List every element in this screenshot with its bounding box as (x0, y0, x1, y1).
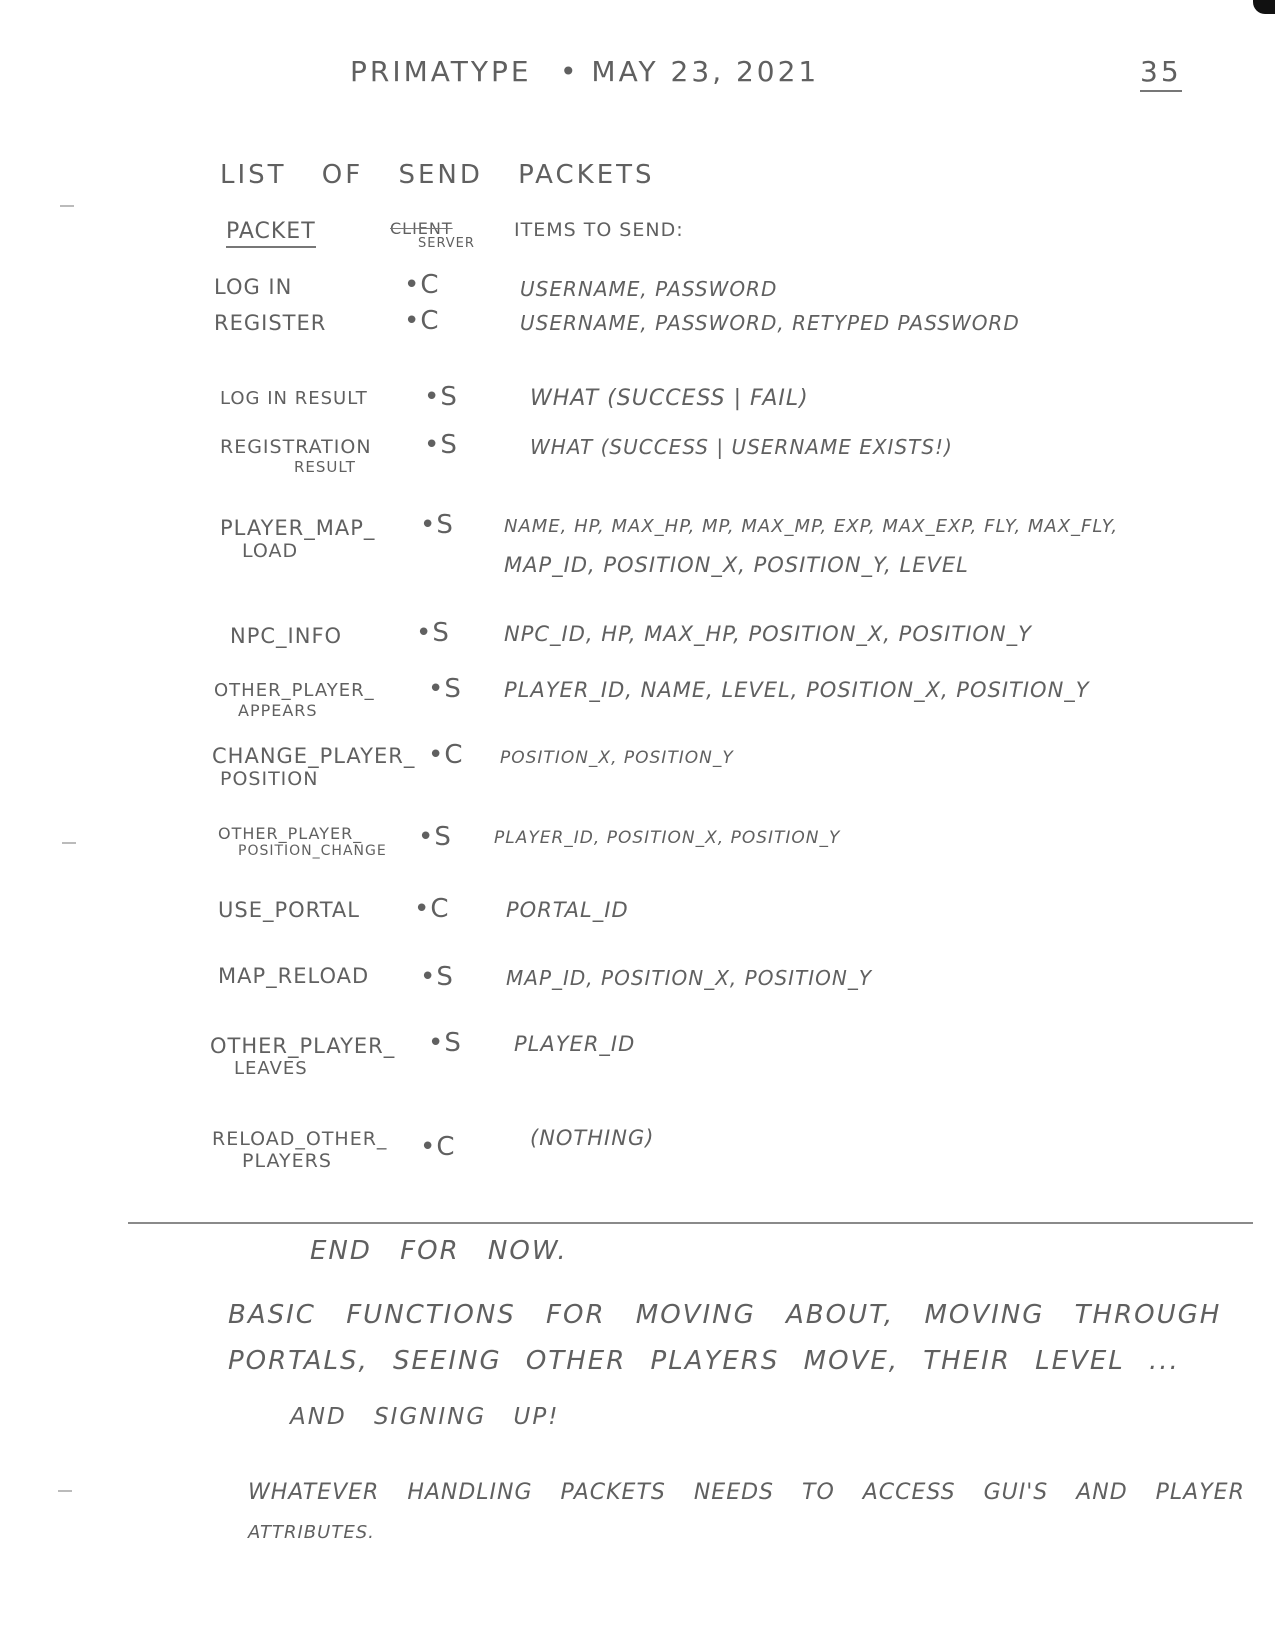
packet-direction: •S (424, 430, 458, 460)
packet-items: MAP_ID, POSITION_X, POSITION_Y (506, 966, 873, 990)
packet-name-line2: LOAD (242, 540, 299, 562)
packet-name-line2: POSITION (220, 768, 319, 790)
packet-direction: •C (404, 306, 440, 336)
scan-speck (58, 1490, 72, 1492)
packet-name: LOG IN (214, 275, 293, 299)
packet-direction: •S (428, 674, 462, 704)
page-date: • MAY 23, 2021 (560, 55, 820, 88)
section-title: LIST OF SEND PACKETS (220, 160, 655, 190)
packet-name (212, 1128, 387, 1172)
packet-name-line2: PLAYERS (242, 1150, 332, 1172)
column-header-server: SERVER (418, 236, 475, 251)
packet-name (212, 744, 415, 790)
packet-direction: •S (420, 962, 454, 992)
packet-name-line2: APPEARS (238, 701, 318, 720)
packet-items: PLAYER_ID, NAME, LEVEL, POSITION_X, POSITION_Y (504, 678, 1090, 702)
packet-items-line2: MAP_ID, POSITION_X, POSITION_Y, LEVEL (504, 553, 969, 577)
packet-items: PLAYER_ID (514, 1032, 636, 1056)
section-divider (128, 1222, 1253, 1224)
packet-name (214, 680, 375, 720)
packet-name-line2: POSITION_CHANGE (238, 843, 387, 859)
packet-name: LOG IN RESULT (220, 388, 368, 409)
packet-name-line1: OTHER_PLAYER_ (214, 680, 375, 701)
page-number: 35 (1140, 55, 1182, 92)
packet-name (220, 516, 375, 562)
packet-direction: •S (424, 382, 458, 412)
packet-items: PLAYER_ID, POSITION_X, POSITION_Y (494, 828, 841, 848)
column-header-items: ITEMS TO SEND: (514, 219, 684, 241)
note-end-for-now: END FOR NOW. (310, 1236, 568, 1266)
packet-direction: •S (428, 1028, 462, 1058)
packet-name (210, 1034, 395, 1079)
note-basic-functions-line1: BASIC FUNCTIONS FOR MOVING ABOUT, MOVING THROUGH (228, 1300, 1222, 1330)
packet-name: NPC_INFO (230, 624, 343, 648)
packet-items: (NOTHING) (530, 1126, 655, 1150)
packet-items-line1: NAME, HP, MAX_HP, MP, MAX_MP, EXP, MAX_EXP, FLY, MAX_FLY, (504, 516, 1119, 537)
packet-name (220, 436, 372, 476)
packet-items: USERNAME, PASSWORD, RETYPED PASSWORD (520, 311, 1020, 335)
packet-name-line1: CHANGE_PLAYER_ (212, 744, 416, 768)
packet-name-line1: REGISTRATION (220, 436, 372, 458)
packet-name-line1: OTHER_PLAYER_ (210, 1034, 396, 1058)
packet-name-line1: RELOAD_OTHER_ (212, 1128, 388, 1150)
packet-items: USERNAME, PASSWORD (520, 277, 778, 301)
packet-items: WHAT (SUCCESS | USERNAME EXISTS!) (530, 435, 953, 459)
column-header-packet: PACKET (226, 219, 316, 248)
packet-items: POSITION_X, POSITION_Y (500, 748, 734, 768)
packet-direction: •S (418, 822, 452, 852)
scan-corner-mark (1253, 0, 1275, 14)
packet-name-line1: OTHER_PLAYER_ (218, 824, 363, 843)
packet-items (504, 516, 1118, 577)
note-handling-line2: ATTRIBUTES. (248, 1522, 375, 1543)
packet-name-line1: PLAYER_MAP_ (220, 516, 376, 540)
note-basic-functions-line2: PORTALS, SEEING OTHER PLAYERS MOVE, THEIR LEVEL ... (228, 1346, 1180, 1376)
scan-speck (62, 842, 76, 844)
packet-direction: •C (404, 270, 440, 300)
packet-name-line2: RESULT (294, 458, 356, 476)
column-header-client: CLIENT (390, 219, 453, 238)
packet-direction: •S (420, 510, 454, 540)
packet-items: NPC_ID, HP, MAX_HP, POSITION_X, POSITION_Y (504, 622, 1032, 646)
packet-direction: •S (416, 618, 450, 648)
scan-speck (60, 205, 74, 207)
packet-items: PORTAL_ID (506, 898, 629, 922)
page-title: PRIMATYPE (350, 55, 532, 88)
note-handling-line1: WHATEVER HANDLING PACKETS NEEDS TO ACCESS GUI'S AND PLAYER (248, 1480, 1245, 1505)
packet-name-line2: LEAVES (234, 1058, 308, 1079)
column-header-client-server (390, 219, 475, 251)
packet-name: USE_PORTAL (218, 898, 360, 922)
packet-direction: •C (414, 894, 450, 924)
packet-direction: •C (428, 740, 464, 770)
packet-name: REGISTER (214, 311, 327, 335)
note-basic-functions-line3: AND SIGNING UP! (290, 1404, 560, 1430)
packet-items: WHAT (SUCCESS | FAIL) (530, 386, 809, 411)
packet-direction: •C (420, 1132, 456, 1162)
packet-name (218, 824, 387, 859)
packet-name: MAP_RELOAD (218, 964, 370, 988)
